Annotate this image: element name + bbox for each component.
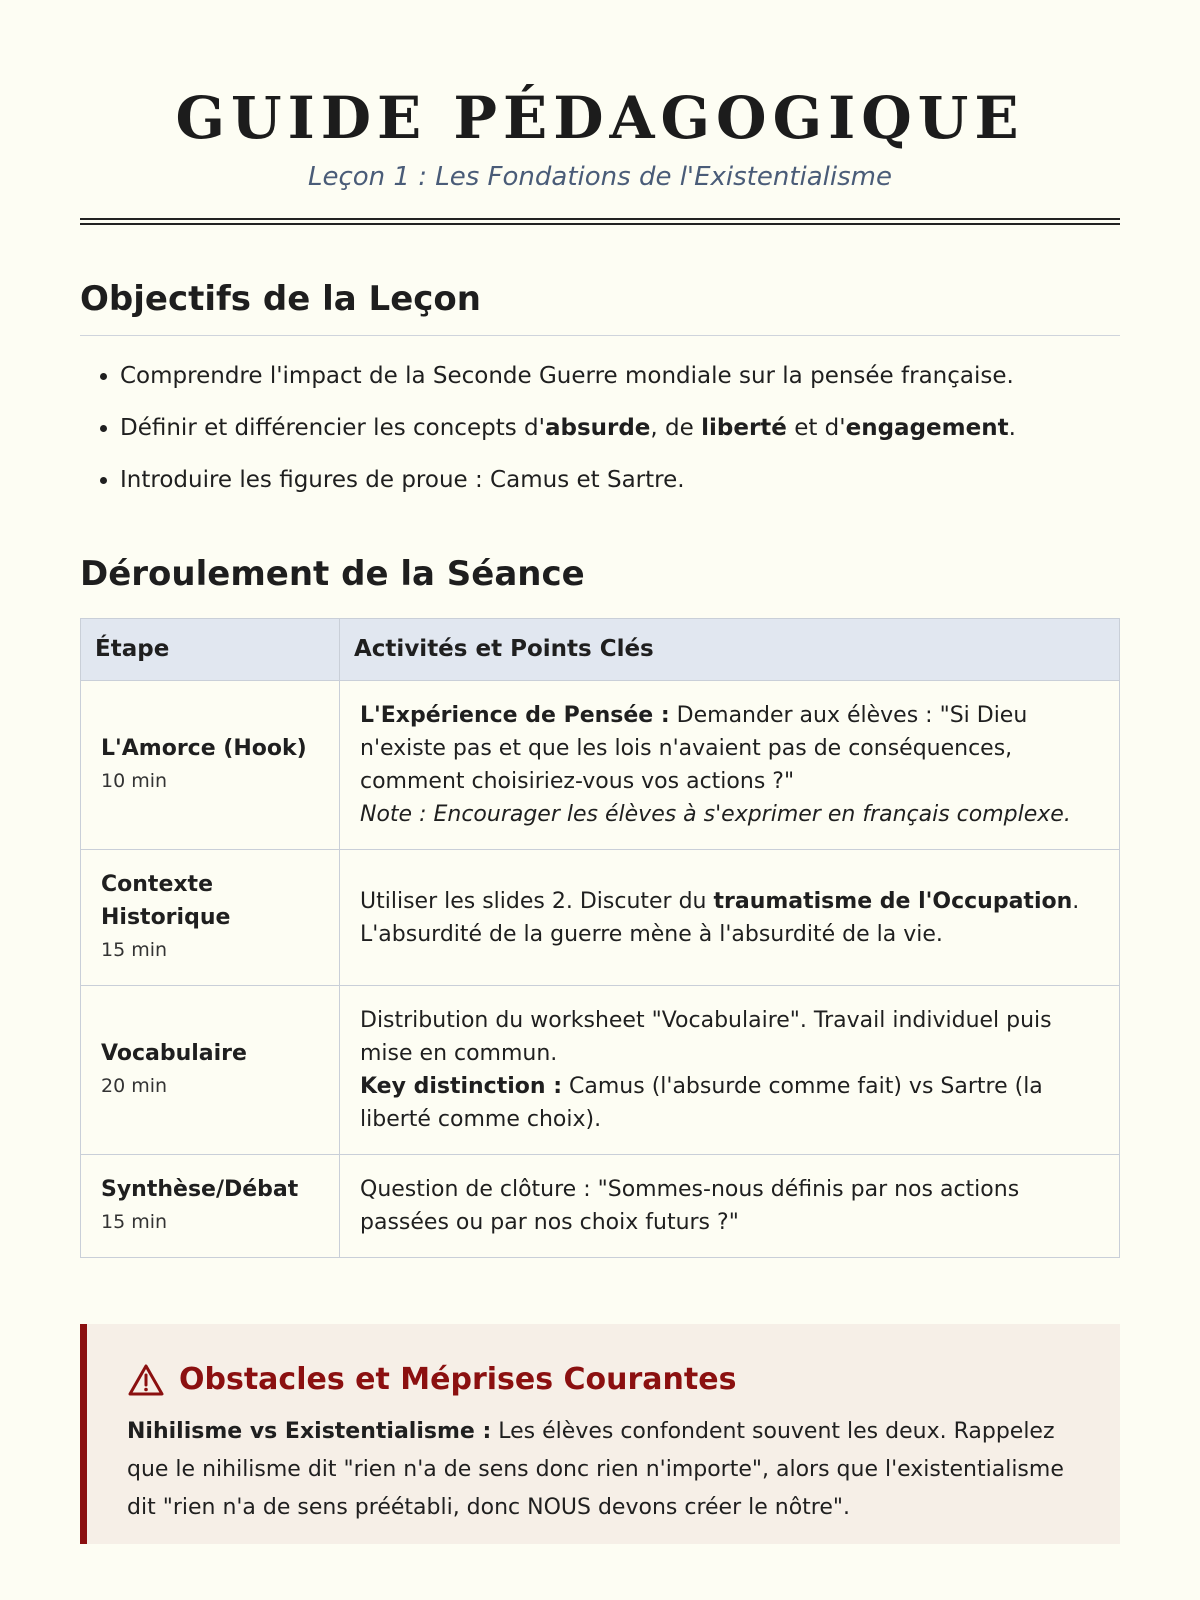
step-name: L'Amorce (Hook) (101, 736, 307, 761)
lesson-guide-page (80, 0, 1120, 1544)
step-name: Synthèse/Débat (101, 1177, 299, 1202)
table-row (81, 850, 1120, 986)
table-row (81, 681, 1120, 850)
callout-title: Obstacles et Méprises Courantes (179, 1362, 737, 1397)
term-liberte: liberté (701, 415, 787, 441)
page-title: GUIDE PÉDAGOGIQUE (175, 84, 1025, 152)
activity-cell: Question de clôture : "Sommes-nous définis par nos actions passées ou par nos choix futurs ?" (340, 1155, 1120, 1258)
session-table (80, 618, 1120, 1258)
session-heading: Déroulement de la Séance (80, 554, 585, 594)
term-absurde: absurde (544, 415, 651, 441)
callout-bold: Nihilisme vs Existentialisme : (127, 1419, 492, 1444)
activity-text: Utiliser les slides 2. Discuter du (360, 888, 714, 914)
step-name: Vocabulaire (101, 1041, 247, 1066)
callout-text: Les élèves confondent souvent les deux. Rappelez que le nihilisme dit "rien n'a de sens donc rien n'importe", alors que l'existentialisme dit "rien n'a de sens préétabli, donc NOUS devons créer le nôtre". (127, 1419, 1064, 1520)
column-header-activities: Activités et Points Clés (340, 619, 1120, 681)
text-segment: . (1008, 415, 1016, 441)
table-row (81, 986, 1120, 1155)
list-item (120, 414, 1120, 442)
term-engagement: engagement (845, 415, 1009, 441)
table-header-row (81, 619, 1120, 681)
list-item: • Comprendre l'impact de la Seconde Guerre mondiale sur la pensée française. (120, 362, 1120, 390)
text-segment: Définir et différencier les concepts d' (120, 415, 545, 441)
callout-header (127, 1362, 1084, 1397)
warning-callout (80, 1324, 1120, 1544)
objectives-heading: Objectifs de la Leçon (80, 279, 481, 319)
step-duration: 20 min (101, 1075, 168, 1097)
step-cell (81, 850, 340, 986)
warning-icon (127, 1363, 165, 1397)
page-subtitle: Leçon 1 : Les Fondations de l'Existentialisme (308, 162, 892, 192)
activity-cell (340, 681, 1120, 850)
activity-bold: L'Expérience de Pensée : (360, 703, 670, 728)
step-duration: 15 min (101, 939, 168, 961)
activity-text: . L'absurdité de la guerre mène à l'absurdité de la vie. (360, 888, 1080, 947)
objectives-divider (80, 335, 1120, 336)
text-segment: et d' (786, 415, 846, 441)
activity-note: Note : Encourager les élèves à s'exprimer en français complexe. (360, 802, 1071, 827)
step-cell (81, 681, 340, 850)
step-name: Contexte Historique (101, 872, 231, 930)
column-header-step: Étape (81, 619, 340, 681)
step-duration: 15 min (101, 1211, 168, 1233)
table-row (81, 1155, 1120, 1258)
activity-text: Distribution du worksheet "Vocabulaire". Travail individuel puis mise en commun. (360, 1008, 1052, 1066)
header-divider (80, 218, 1120, 225)
step-cell (81, 986, 340, 1155)
activity-text: Demander aux élèves : "Si Dieu n'existe pas et que les lois n'avaient pas de conséquences, comment choisiriez-vous vos actions ?" (360, 703, 1028, 794)
objectives-list (80, 362, 1120, 494)
activity-cell (340, 986, 1120, 1155)
activity-bold: Key distinction : (360, 1074, 563, 1099)
step-cell (81, 1155, 340, 1258)
text-segment: , de (650, 415, 702, 441)
list-item: • Introduire les figures de proue : Camus et Sartre. (120, 466, 1120, 494)
activity-text: Camus (l'absurde comme fait) vs Sartre (la liberté comme choix). (360, 1074, 1043, 1132)
callout-body (127, 1413, 1084, 1527)
step-duration: 10 min (101, 770, 168, 792)
activity-cell (340, 850, 1120, 986)
activity-bold: traumatisme de l'Occupation (713, 888, 1073, 914)
